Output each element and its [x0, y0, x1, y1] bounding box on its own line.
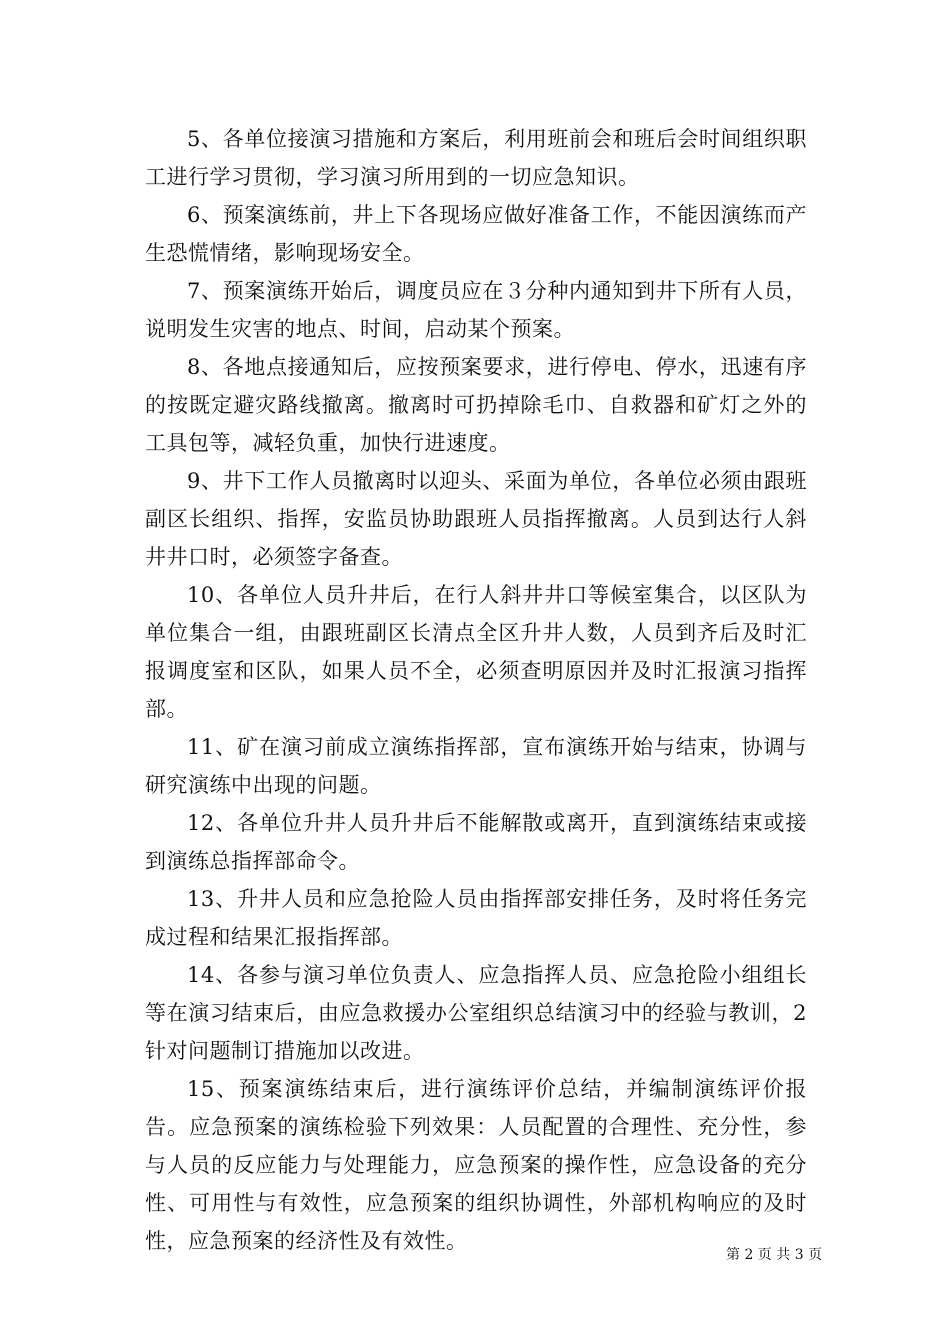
paragraph-item-12: 12、各单位升井人员升井后不能解散或离开，直到演练结束或接到演练总指挥部命令。 [145, 811, 807, 873]
paragraph-item-7: 7、预案演练开始后，调度员应在３分种内通知到井下所有人员，说明发生灾害的地点、时间，启动某个预案。 [145, 279, 807, 341]
document-body [145, 120, 807, 1260]
paragraph-item-5: 5、各单位接演习措施和方案后，利用班前会和班后会时间组织职工进行学习贯彻，学习演习所用到的一切应急知识。 [145, 127, 807, 189]
paragraph-item-11: 11、矿在演习前成立演练指挥部，宣布演练开始与结束，协调与研究演练中出现的问题。 [145, 735, 807, 797]
paragraph-item-10: 10、各单位人员升井后，在行人斜井井口等候室集合，以区队为单位集合一组，由跟班副区长清点全区升井人数，人员到齐后及时汇报调度室和区队，如果人员不全，必须查明原因并及时汇报演习指挥部。 [145, 583, 807, 721]
page-number-footer: 第 2 页 共 3 页 [726, 1247, 823, 1263]
paragraph-item-13: 13、升井人员和应急抢险人员由指挥部安排任务，及时将任务完成过程和结果汇报指挥部。 [145, 887, 807, 949]
paragraph-item-15: 15、预案演练结束后，进行演练评价总结，并编制演练评价报告。应急预案的演练检验下列效果：人员配置的合理性、充分性，参与人员的反应能力与处理能力，应急预案的操作性，应急设备的充分性、可用性与有效性，应急预案的组织协调性，外部机构响应的及时性，应急预案的经济性及有效性。 [145, 1077, 807, 1253]
paragraph-item-6: 6、预案演练前，井上下各现场应做好准备工作，不能因演练而产生恐慌情绪，影响现场安全。 [145, 203, 807, 265]
paragraph-item-14: 14、各参与演习单位负责人、应急指挥人员、应急抢险小组组长等在演习结束后，由应急救援办公室组织总结演习中的经验与教训，2针对问题制订措施加以改进。 [145, 963, 807, 1063]
paragraph-item-9: 9、井下工作人员撤离时以迎头、采面为单位，各单位必须由跟班副区长组织、指挥，安监员协助跟班人员指挥撤离。人员到达行人斜井井口时，必须签字备查。 [145, 469, 807, 569]
paragraph-item-8: 8、各地点接通知后，应按预案要求，进行停电、停水，迅速有序的按既定避灾路线撤离。撤离时可扔掉除毛巾、自救器和矿灯之外的工具包等，减轻负重，加快行进速度。 [145, 355, 807, 455]
